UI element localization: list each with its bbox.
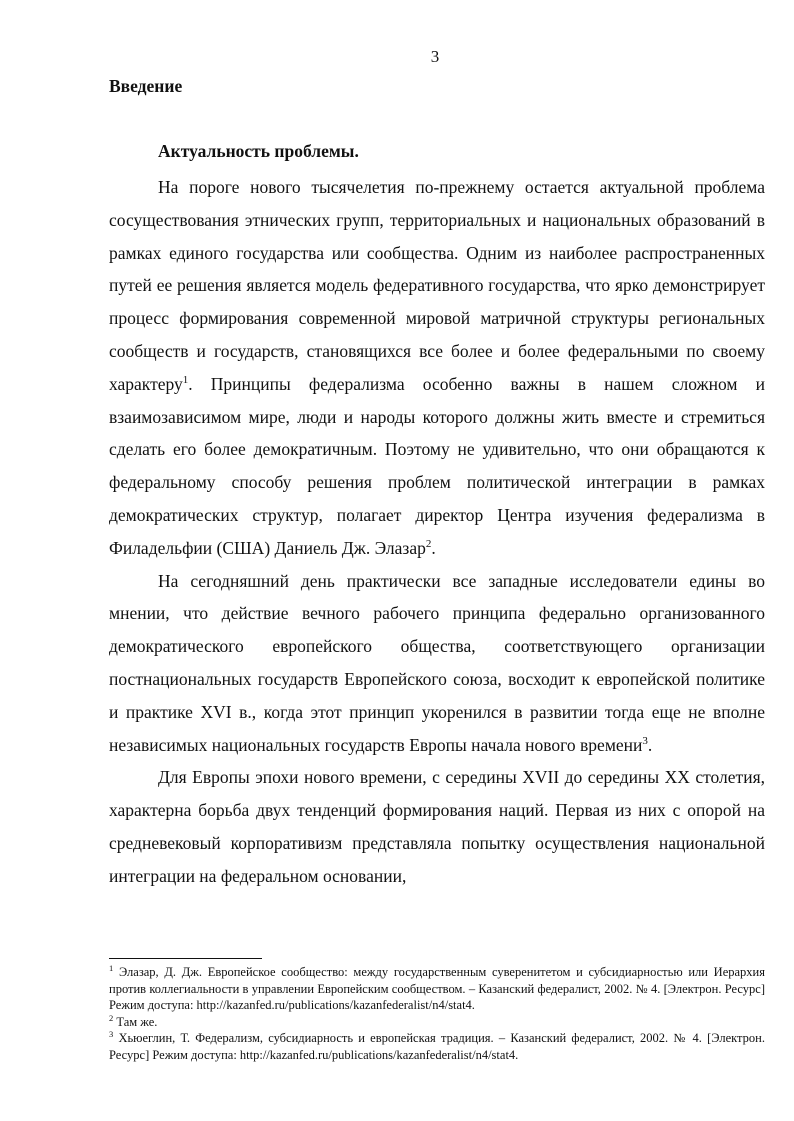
text-segment: Для Европы эпохи нового времени, с середины XVII до середины XX столетия, характерна борьба двух тенденций формирования наций. Первая из них с опорой на средневековый корпоративизм представляла попытку осуществления национальной интеграции на федеральном основании, xyxy=(109,767,765,886)
footnote-marker: 3 xyxy=(109,1028,114,1039)
footnote-text: Хьюеглин, Т. Федерализм, субсидиарность и европейская традиция. – Казанский федералист, 2002. № 4. [Электрон. Ресурс] Режим доступа: http://kazanfed.ru/publications/kazanfederalist/n4/stat4. xyxy=(109,1031,765,1062)
footnotes xyxy=(109,964,765,1063)
footnote-marker: 1 xyxy=(109,962,114,973)
body-text xyxy=(109,171,765,893)
footnote-text: Элазар, Д. Дж. Европейское сообщество: между государственным суверенитетом и субсидиарностью или Иерархия против коллегиальности в управлении Европейским сообществом. – Казанский федералист, 2002. № 4. [Электрон. Ресурс] Режим доступа: http://kazanfed.ru/publications/kazanfederalist/n4/stat4. xyxy=(109,965,765,1012)
paragraph-2 xyxy=(109,565,765,762)
page-number: 3 xyxy=(430,47,440,66)
footnote-ref: 1 xyxy=(182,373,189,386)
footnote-marker: 2 xyxy=(109,1012,114,1023)
footnote-ref: 3 xyxy=(642,734,648,747)
text-segment: . xyxy=(647,734,653,755)
text-segment: На сегодняшний день практически все западные исследователи едины во мнении, что действие вечного рабочего принципа федерально организованного демократического европейского общества, соответствующего организации постнациональных государств Европейского союза, восходит к европейской политике и практике XVI в., когда этот принцип укоренился в развитии тогда еще не вполне независимых национальных государств Европы начала нового времени xyxy=(109,570,765,755)
text-segment: На пороге нового тысячелетия по-прежнему остается актуальной проблема сосуществования этнических групп, территориальных и национальных образований в рамках единого государства или сообщества. Одним из наиболее распространенных путей ее решения является модель федеративного государства, что ярко демонстрирует процесс формирования современной мировой матричной структуры региональных сообществ и государств, становящихся все более и более федеральными по своему характеру xyxy=(109,177,765,394)
section-heading: Введение xyxy=(109,76,183,96)
footnote-1 xyxy=(109,964,765,1014)
subsection-heading: Актуальность проблемы. xyxy=(158,141,359,161)
text-segment: . xyxy=(431,537,436,558)
footnote-divider xyxy=(109,958,262,959)
footnote-3 xyxy=(109,1030,765,1063)
paragraph-1 xyxy=(109,171,765,565)
text-segment: . Принципы федерализма особенно важны в нашем сложном и взаимозависимом мире, люди и народы которого должны жить вместе и стремиться сделать его более демократичным. Поэтому не удивительно, что они обращаются к федеральному способу решения проблем политической интеграции в рамках демократических структур, полагает директор Центра изучения федерализма в Филадельфии (США) Даниель Дж. Элазар xyxy=(109,373,765,558)
footnote-2 xyxy=(109,1014,765,1031)
footnote-text: Там же. xyxy=(113,1014,158,1029)
paragraph-3 xyxy=(109,761,765,892)
footnote-ref: 2 xyxy=(425,537,432,550)
